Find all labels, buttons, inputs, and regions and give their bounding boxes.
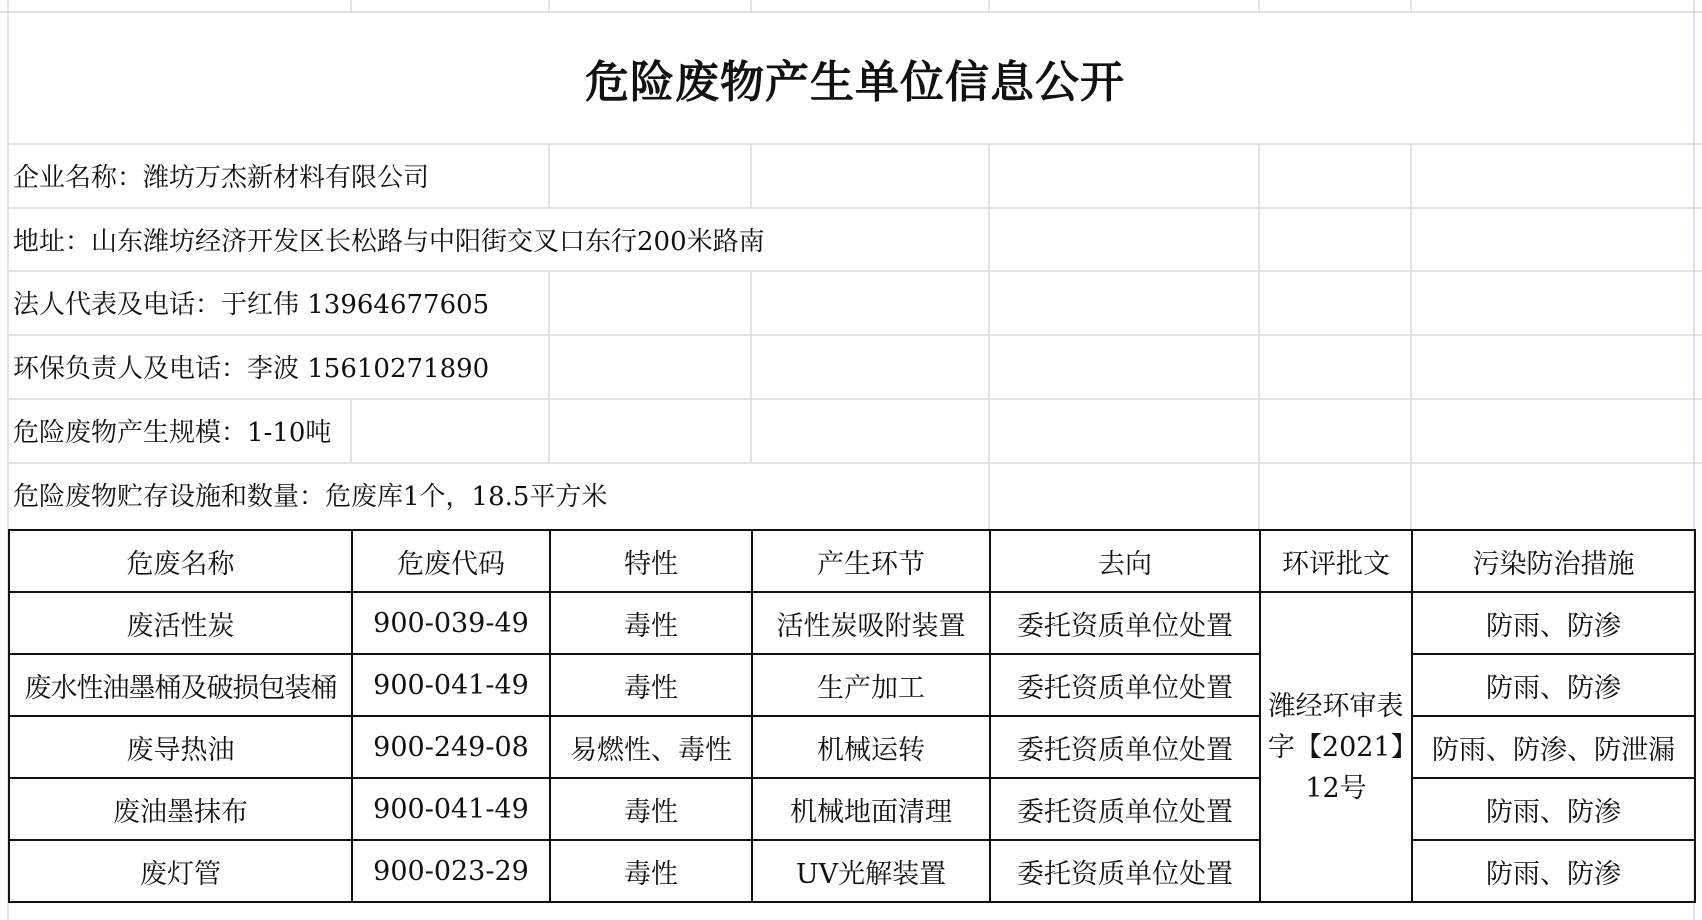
waste-code: 900-039-49 — [352, 592, 550, 654]
waste-destination: 委托资质单位处置 — [990, 654, 1260, 716]
header-cell: 特性 — [550, 530, 752, 592]
hazardous-waste-table — [8, 529, 1696, 903]
prevention-measures: 防雨、防渗 — [1412, 654, 1695, 716]
waste-name: 废油墨抹布 — [9, 778, 352, 840]
waste-code: 900-249-08 — [352, 716, 550, 778]
eia-approval: 潍经环审表字【2021】12号 — [1260, 592, 1412, 902]
table-row — [9, 716, 1695, 778]
header-cell: 污染防治措施 — [1412, 530, 1695, 592]
generation-stage: 机械运转 — [752, 716, 990, 778]
table-row — [9, 654, 1695, 716]
waste-property: 毒性 — [550, 654, 752, 716]
header-cell: 产生环节 — [752, 530, 990, 592]
header-cell: 去向 — [990, 530, 1260, 592]
waste-property: 毒性 — [550, 840, 752, 902]
prevention-measures: 防雨、防渗 — [1412, 592, 1695, 654]
waste-property: 易燃性、毒性 — [550, 716, 752, 778]
storage-facility: 危险废物贮存设施和数量：危废库1个，18.5平方米 — [13, 482, 608, 512]
header-cell: 环评批文 — [1260, 530, 1412, 592]
table-row — [9, 778, 1695, 840]
table-header-row — [9, 530, 1695, 592]
waste-destination: 委托资质单位处置 — [990, 592, 1260, 654]
waste-code: 900-041-49 — [352, 654, 550, 716]
table-row — [9, 840, 1695, 902]
company-name: 企业名称：潍坊万杰新材料有限公司 — [13, 163, 430, 193]
prevention-measures: 防雨、防渗 — [1412, 778, 1695, 840]
generation-stage: 机械地面清理 — [752, 778, 990, 840]
legal-representative: 法人代表及电话：于红伟 13964677605 — [13, 290, 490, 320]
waste-destination: 委托资质单位处置 — [990, 840, 1260, 902]
waste-code: 900-041-49 — [352, 778, 550, 840]
prevention-measures: 防雨、防渗、防泄漏 — [1412, 716, 1695, 778]
waste-property: 毒性 — [550, 778, 752, 840]
table-row — [9, 592, 1695, 654]
page-title: 危险废物产生单位信息公开 — [585, 57, 1125, 108]
waste-name: 废灯管 — [9, 840, 352, 902]
generation-stage: 活性炭吸附装置 — [752, 592, 990, 654]
environmental-manager: 环保负责人及电话：李波 15610271890 — [13, 354, 490, 384]
waste-destination: 委托资质单位处置 — [990, 778, 1260, 840]
waste-code: 900-023-29 — [352, 840, 550, 902]
header-cell: 危废名称 — [9, 530, 352, 592]
generation-stage: 生产加工 — [752, 654, 990, 716]
waste-property: 毒性 — [550, 592, 752, 654]
company-address: 地址：山东潍坊经济开发区长松路与中阳街交叉口东行200米路南 — [13, 227, 765, 257]
prevention-measures: 防雨、防渗 — [1412, 840, 1695, 902]
waste-destination: 委托资质单位处置 — [990, 716, 1260, 778]
header-cell: 危废代码 — [352, 530, 550, 592]
waste-name: 废活性炭 — [9, 592, 352, 654]
generation-stage: UV光解装置 — [752, 840, 990, 902]
waste-name: 废水性油墨桶及破损包装桶 — [9, 654, 352, 716]
waste-scale: 危险废物产生规模：1-10吨 — [13, 418, 332, 448]
waste-name: 废导热油 — [9, 716, 352, 778]
